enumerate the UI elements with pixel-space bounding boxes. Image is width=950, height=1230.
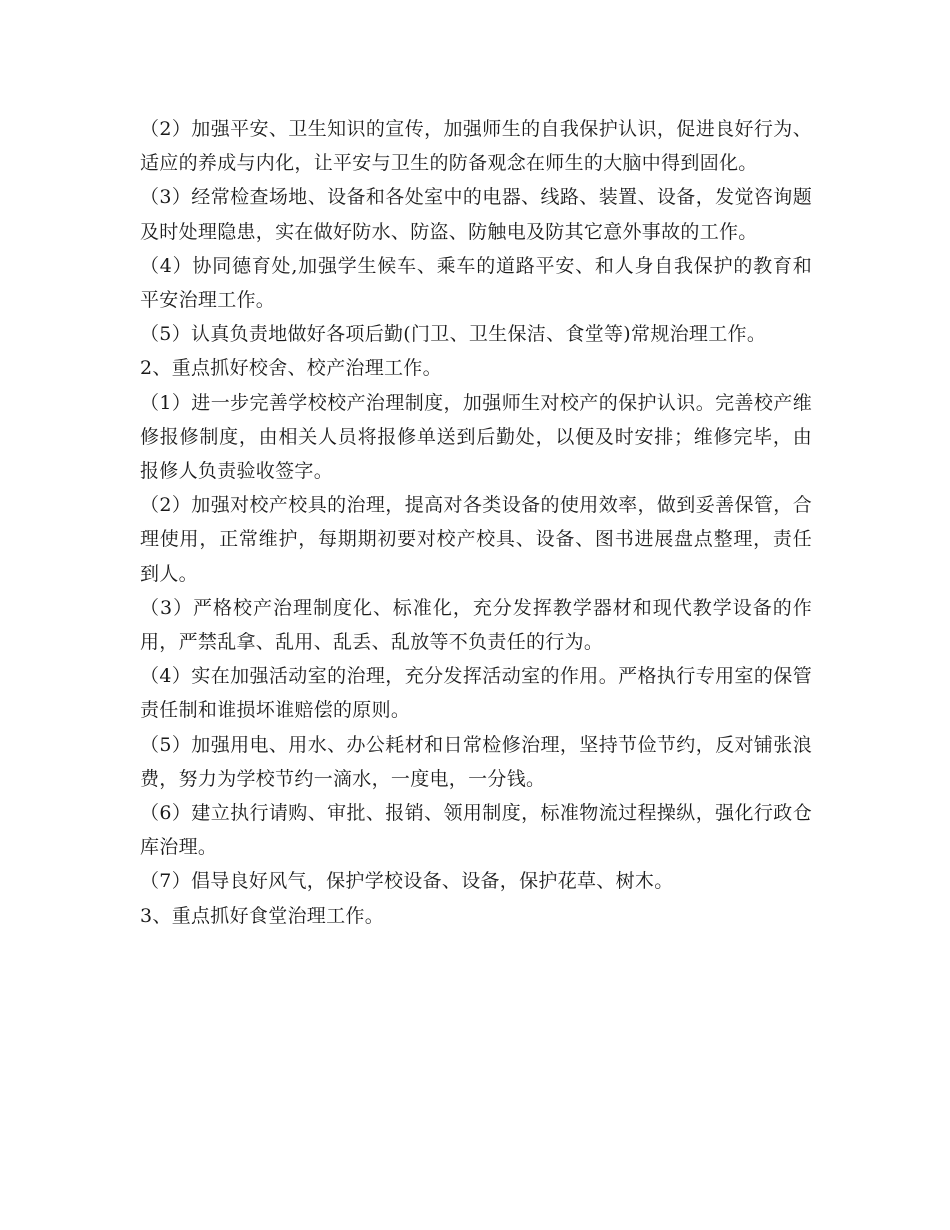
- paragraph-item-4-activity-room: （4）实在加强活动室的治理，充分发挥活动室的作用。严格执行专用室的保管责任制和谁损坏谁赔偿的原则。: [140, 665, 812, 722]
- paragraph-item-5-saving: （5）加强用电、用水、办公耗材和日常检修治理，坚持节俭节约，反对铺张浪费，努力为学校节约一滴水，一度电，一分钱。: [140, 733, 812, 790]
- paragraph-item-2-safety-hygiene: （2）加强平安、卫生知识的宣传，加强师生的自我保护认识，促进良好行为、适应的养成与内化，让平安与卫生的防备观念在师生的大脑中得到固化。: [140, 118, 812, 175]
- document-page: [140, 112, 812, 933]
- paragraph-item-2-equipment-management: （2）加强对校产校具的治理，提高对各类设备的使用效率，做到妥善保管，合理使用，正常维护，每期期初要对校产校具、设备、图书进展盘点整理，责任到人。: [140, 494, 812, 585]
- paragraph-item-6-procurement: （6）建立执行请购、审批、报销、领用制度，标准物流过程操纵，强化行政仓库治理。: [140, 802, 812, 859]
- section-heading-2: 2、重点抓好校舍、校产治理工作。: [140, 357, 442, 380]
- paragraph-item-7-environment: （7）倡导良好风气，保护学校设备、设备，保护花草、树木。: [140, 870, 674, 893]
- paragraph-item-4-traffic-safety: （4）协同德育处,加强学生候车、乘车的道路平安、和人身自我保护的教育和平安治理工作。: [140, 254, 812, 312]
- paragraph-item-3-standardization: （3）严格校产治理制度化、标准化，充分发挥教学器材和现代教学设备的作用，严禁乱拿、乱用、乱丢、乱放等不负责任的行为。: [140, 596, 812, 654]
- paragraph-item-1-property-system: （1）进一步完善学校校产治理制度，加强师生对校产的保护认识。完善校产维修报修制度，由相关人员将报修单送到后勤处，以便及时安排；维修完毕，由报修人负责验收签字。: [140, 391, 812, 483]
- paragraph-item-3-inspection: （3）经常检查场地、设备和各处室中的电器、线路、装置、设备，发觉咨询题及时处理隐患，实在做好防水、防盗、防触电及防其它意外事故的工作。: [140, 186, 812, 243]
- paragraph-item-5-logistics: （5）认真负责地做好各项后勤(门卫、卫生保洁、食堂等)常规治理工作。: [140, 323, 767, 346]
- section-heading-3: 3、重点抓好食堂治理工作。: [140, 904, 384, 927]
